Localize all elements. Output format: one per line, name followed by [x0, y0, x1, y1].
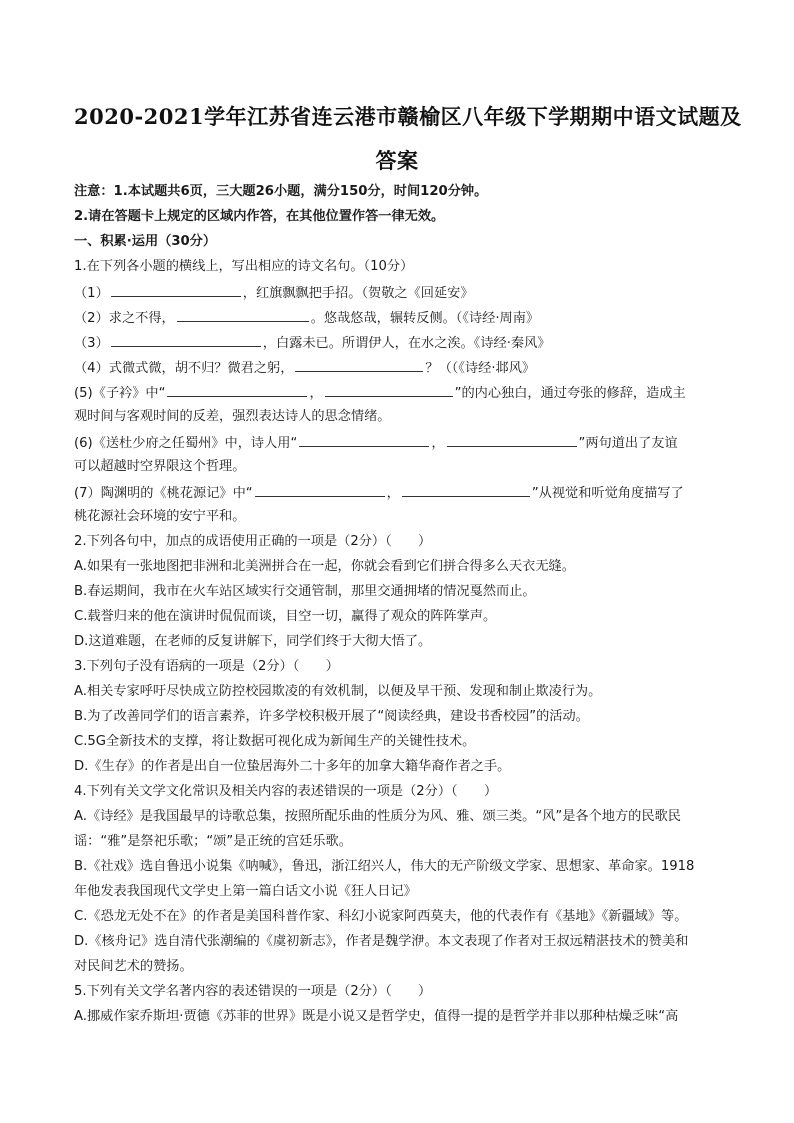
- answer-blank[interactable]: [255, 483, 385, 497]
- answer-blank[interactable]: [402, 483, 530, 497]
- q1-item6-suffix: ”两句道出了友谊: [578, 436, 678, 451]
- q5-stem: 5.下列有关文学名著内容的表述错误的一项是（2分）（ ）: [74, 984, 432, 999]
- q1-item-5: [74, 383, 720, 403]
- q3-option-c: C.5G全新技术的支撑，将让数据可视化成为新闻生产的关键性技术。: [74, 734, 476, 749]
- answer-blank[interactable]: [111, 333, 261, 347]
- q4-option-a-continued: 谣：“雅”是祭祀乐歌；“颂”是正统的宫廷乐歌。: [74, 834, 352, 849]
- q1-item7-prefix: (7）陶渊明的《桃花源记》中“: [74, 486, 253, 501]
- q1-item-1: [74, 283, 720, 303]
- answer-blank[interactable]: [177, 308, 309, 322]
- q1-item-7: [74, 483, 720, 503]
- q1-item3-suffix: ，白露未已。所谓伊人，在水之涘。《诗经·秦风》: [262, 336, 551, 351]
- q1-item3-prefix: （3）: [74, 336, 109, 351]
- q1-item7-continued: 桃花源社会环境的安宁平和。: [74, 509, 246, 524]
- q3-option-b: B.为了改善同学们的语言素养，许多学校积极开展了“阅读经典，建设书香校园”的活动。: [74, 709, 589, 724]
- q1-item1-prefix: （1）: [74, 286, 109, 301]
- q4-option-d: D.《核舟记》选自清代张潮编的《虞初新志》，作者是魏学洢。本文表现了作者对王叔远精湛技术的赞美和: [74, 934, 689, 949]
- q1-item5-continued: 观时间与客观时间的反差，强烈表达诗人的思念情绪。: [74, 409, 391, 424]
- q3-option-d: D.《生存》的作者是出自一位蛰居海外二十多年的加拿大籍华裔作者之手。: [74, 759, 511, 774]
- q4-option-b-continued: 年他发表我国现代文学史上第一篇白话文小说《狂人日记》: [74, 884, 417, 899]
- q1-stem: 1.在下列各小题的横线上，写出相应的诗文名句。（10分）: [74, 259, 414, 274]
- q1-item1-suffix: ，红旗飘飘把手招。（贺敬之《回延安》: [242, 286, 474, 301]
- q1-item-2: [74, 308, 720, 328]
- q3-option-a: A.相关专家呼吁尽快成立防控校园欺凌的有效机制，以便及早干预、发现和制止欺凌行为。: [74, 684, 602, 699]
- q4-option-c: C.《恐龙无处不在》的作者是美国科普作家、科幻小说家阿西莫夫，他的代表作有《基地》《新疆域》等。: [74, 909, 688, 924]
- answer-blank[interactable]: [447, 433, 577, 447]
- answer-blank[interactable]: [299, 433, 429, 447]
- q1-item-6: [74, 433, 720, 453]
- q1-item5-comma: ，: [309, 386, 323, 401]
- q2-option-b: B.春运期间，我市在火车站区域实行交通管制，那里交通拥堵的情况戛然而止。: [74, 584, 536, 599]
- q5-option-a: A.挪威作家乔斯坦·贾德《苏菲的世界》既是小说又是哲学史，值得一提的是哲学并非以那种枯燥乏味“高: [74, 1009, 679, 1024]
- note-1: 注意：1.本试题共6页，三大题26小题，满分150分，时间120分钟。: [74, 184, 488, 199]
- q1-item6-continued: 可以超越时空界限这个哲理。: [74, 459, 246, 474]
- answer-blank[interactable]: [325, 383, 453, 397]
- answer-blank[interactable]: [167, 383, 307, 397]
- q1-item7-suffix: ”从视觉和听觉角度描写了: [531, 486, 684, 501]
- q3-stem: 3.下列句子没有语病的一项是（2分）（ ）: [74, 659, 339, 674]
- q4-option-b: B.《社戏》选自鲁迅小说集《呐喊》，鲁迅，浙江绍兴人，伟大的无产阶级文学家、思想家、革命家。1918: [74, 859, 695, 874]
- q1-item5-suffix: ”的内心独白，通过夸张的修辞，造成主: [454, 386, 686, 401]
- note-2: 2.请在答题卡上规定的区域内作答，在其他位置作答一律无效。: [74, 209, 445, 224]
- q1-item-3: [74, 333, 720, 353]
- answer-blank[interactable]: [111, 283, 241, 297]
- q1-item2-suffix: 。悠哉悠哉，辗转反侧。（《诗经·周南》: [310, 311, 540, 326]
- q4-option-a: A.《诗经》是我国最早的诗歌总集，按照所配乐曲的性质分为风、雅、颂三类。“风”是各个地方的民歌民: [74, 809, 681, 824]
- q2-option-a: A.如果有一张地图把非洲和北美洲拼合在一起，你就会看到它们拼合得多么天衣无缝。: [74, 559, 575, 574]
- q1-item4-prefix: （4）式微式微，胡不归？微君之躬，: [74, 361, 294, 376]
- document-title-line1: 2020-2021学年江苏省连云港市赣榆区八年级下学期期中语文试题及: [74, 104, 742, 129]
- document-title-line2: 答案: [375, 148, 419, 173]
- q1-item6-comma: ，: [431, 436, 445, 451]
- q4-option-d-continued: 对民间艺术的赞扬。: [74, 959, 193, 974]
- q1-item6-prefix: (6)《送杜少府之任蜀州》中，诗人用“: [74, 436, 298, 451]
- answer-blank[interactable]: [295, 358, 423, 372]
- section-heading: 一、积累·运用（30分）: [74, 234, 217, 249]
- q1-item-4: [74, 358, 720, 378]
- q1-item2-prefix: （2）求之不得，: [74, 311, 175, 326]
- q1-item7-comma: ，: [386, 486, 400, 501]
- q1-item4-suffix: ？（（《诗经·邶风》: [425, 361, 536, 376]
- q2-stem: 2.下列各句中，加点的成语使用正确的一项是（2分）（ ）: [74, 534, 432, 549]
- q2-option-d: D.这道难题，在老师的反复讲解下，同学们终于大彻大悟了。: [74, 634, 432, 649]
- q2-option-c: C.载誉归来的他在演讲时侃侃而谈，目空一切，赢得了观众的阵阵掌声。: [74, 609, 497, 624]
- q1-item5-prefix: (5)《子衿》中“: [74, 386, 166, 401]
- q4-stem: 4.下列有关文学文化常识及相关内容的表述错误的一项是（2分）（ ）: [74, 784, 498, 799]
